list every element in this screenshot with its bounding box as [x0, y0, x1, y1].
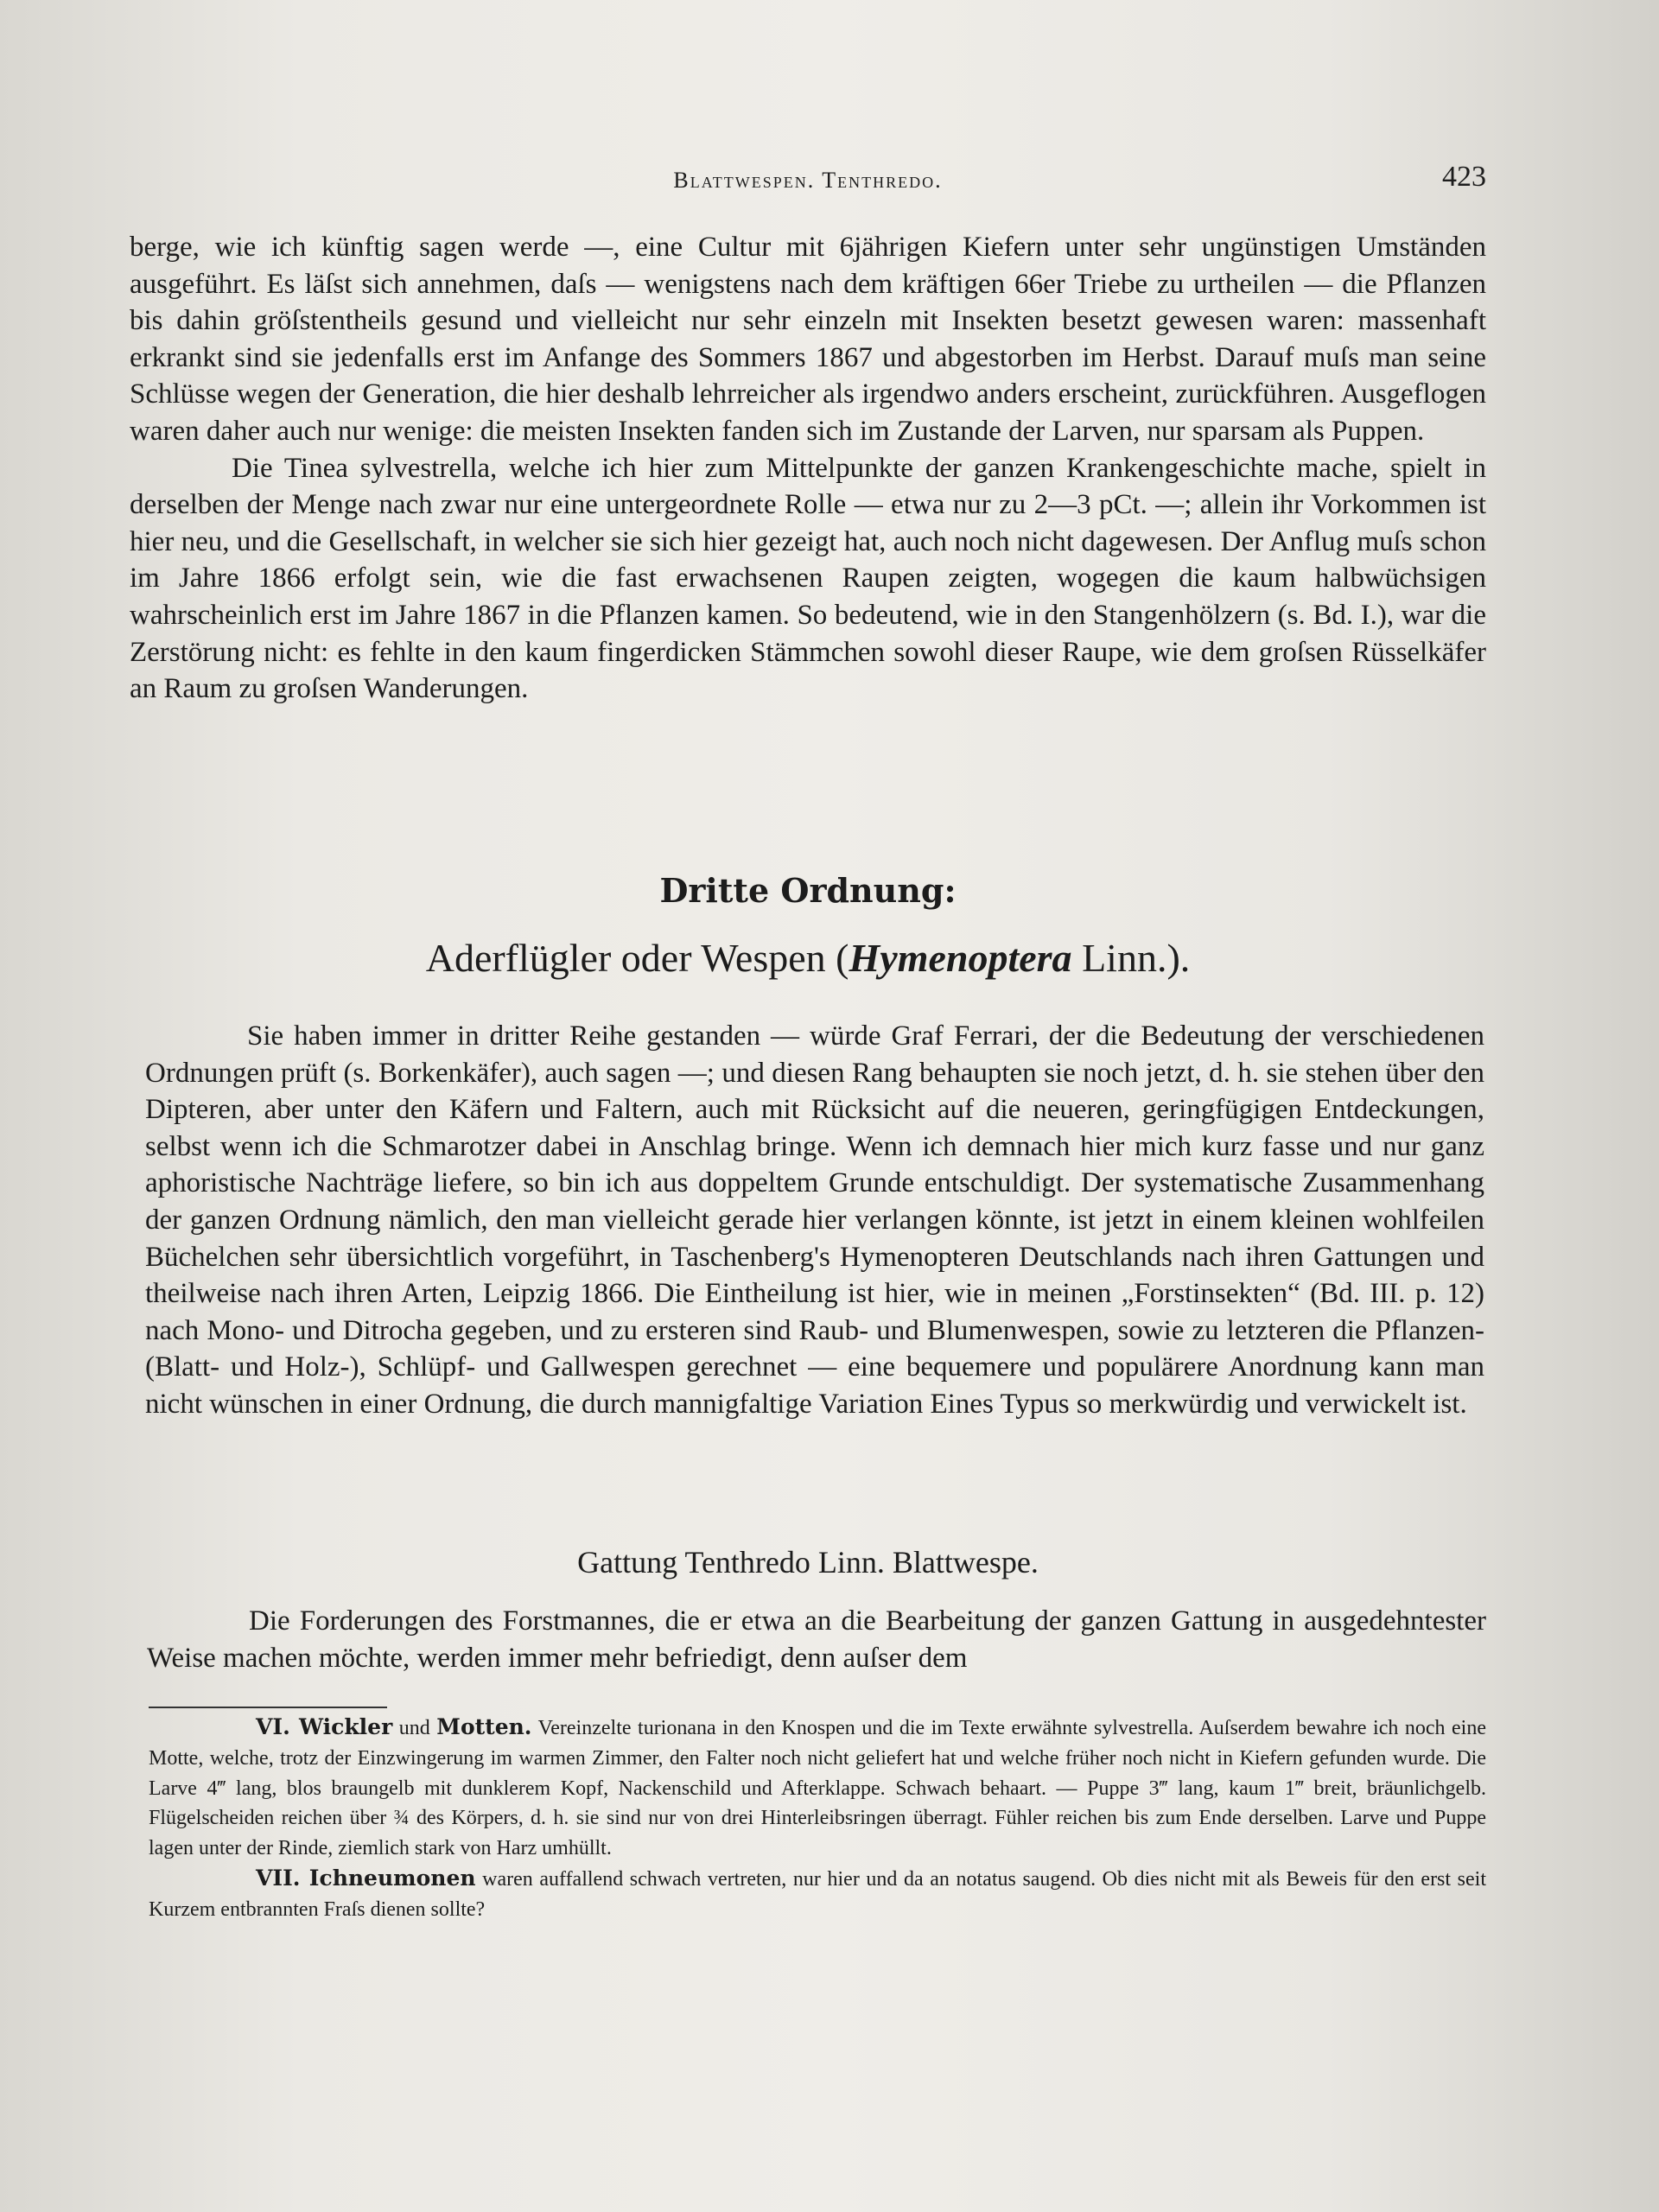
footnote-conjunction: und	[392, 1717, 437, 1739]
genus-heading: Gattung Tenthredo Linn. Blattwespe.	[577, 1545, 1039, 1580]
paragraph: Sie haben immer in dritter Reihe gestanden — würde Graf Ferrari, der die Bedeutung der verschiedenen Ordnungen prüft (s. Borkenkäfer), auch sagen —; und diesen Rang behaupten sie noch jetzt, d. h. sie stehen über den Dipteren, aber unter den Käfern und Faltern, auch mit Rücksicht auf die neueren, geringfügigen Entdeckungen, selbst wenn ich die Schmarotzer dabei in Anschlag bringe. Wenn ich demnach hier mich kurz fasse und nur ganz aphoristische Nachträge liefere, so bin ich aus doppeltem Grunde entschuldigt. Der systematische Zusammenhang der ganzen Ordnung nämlich, den man vielleicht gerade hier verlangen könnte, ist jetzt in einem kleinen wohlfeilen Büchelchen sehr übersichtlich vorgeführt, in Taschenberg's Hymenopteren Deutschlands nach ihren Gattungen und theilweise nach ihren Arten, Leipzig 1866. Die Eintheilung ist hier, wie in meinen „Forstinsekten“ (Bd. III. p. 12) nach Mono- und Ditrocha gegeben, und zu ersteren sind Raub- und Blumenwespen, sowie zu letzteren die Pflanzen- (Blatt- und Holz-), Schlüpf- und Gallwespen gerechnet — eine bequemere und populärere Anordnung kann man nicht wünschen in einer Ordnung, die durch mannigfaltige Variation Eines Typus so merkwürdig und verwickelt ist.	[145, 1020, 1484, 1420]
footnote-heading: VI. Wickler	[256, 1714, 393, 1739]
footnote-text: Vereinzelte turionana in den Knospen und die im Texte erwähnte sylvestrella. Auſserdem bewahre ich noch eine Motte, welche, trotz der Einzwingerung im warmen Zimmer, den Falter noch nicht geliefert hat und welche früher noch nicht in Kiefern gefunden wurde. Die Larve 4‴ lang, blos braungelb mit dunklerem Kopf, Nackenschild und Afterklappe. Schwach behaart. — Puppe 3‴ lang, kaum 1‴ breit, bräunlichgelb. Flügelscheiden reichen über ¾ des Körpers, d. h. sie sind nur von drei Hinterleibsringen überragt. Fühler reichen bis zum Ende derselben. Larve und Puppe lagen unter der Rinde, ziemlich stark von Harz umhüllt.	[149, 1717, 1486, 1860]
page-number: 423	[1442, 161, 1486, 193]
page-header	[130, 161, 1486, 204]
order-introduction	[145, 1018, 1484, 1423]
footnote-vii	[149, 1864, 1486, 1925]
running-head: Blattwespen. Tenthredo.	[673, 168, 943, 193]
footnote-text: waren auffallend schwach vertreten, nur hier und da an notatus saugend. Ob dies nicht mit als Beweis für den erst seit Kurzem entbrannten Fraſs dienen sollte?	[149, 1867, 1486, 1921]
footnote-vi	[149, 1713, 1486, 1864]
opening-text	[130, 229, 1486, 708]
footnote-heading: Motten.	[436, 1714, 532, 1739]
section-title: Dritte Ordnung:	[659, 871, 957, 910]
subtitle-part: Linn.).	[1071, 936, 1191, 980]
subtitle-latin-name: Hymenoptera	[849, 936, 1072, 980]
subtitle-part: Aderflügler oder Wespen (	[425, 936, 849, 980]
footnotes	[149, 1713, 1486, 1925]
paragraph: berge, wie ich künftig sagen werde —, eine Cultur mit 6jährigen Kiefern unter sehr ungünstigen Umständen ausgeführt. Es läſst sich annehmen, daſs — wenigstens nach dem kräftigen 66er Triebe zu urtheilen — die Pflanzen bis dahin gröſstentheils gesund und vielleicht nur sehr einzeln mit Insekten besetzt gewesen waren: massenhaft erkrankt sind sie jedenfalls erst im Anfange des Sommers 1867 und abgestorben im Herbst. Darauf muſs man seine Schlüsse wegen der Generation, die hier deshalb lehrreicher als irgendwo anders erscheint, zurückführen. Ausgeflogen waren daher auch nur wenige: die meisten Insekten fanden sich im Zustande der Larven, nur sparsam als Puppen.	[130, 232, 1486, 447]
section-subtitle	[130, 935, 1486, 981]
footnote-heading: VII. Ichneumonen	[256, 1865, 476, 1891]
paragraph: Die Tinea sylvestrella, welche ich hier zum Mittelpunkte der ganzen Krankengeschichte mache, spielt in derselben der Menge nach zwar nur eine untergeordnete Rolle — etwa nur zu 2—3 pCt. —; allein ihr Vorkommen ist hier neu, und die Gesellschaft, in welcher sie sich hier gezeigt hat, auch noch nicht dagewesen. Der Anflug muſs schon im Jahre 1866 erfolgt sein, wie die fast erwachsenen Raupen zeigten, wogegen die kaum halbwüchsigen wahrscheinlich erst im Jahre 1867 in die Pflanzen kamen. So bedeutend, wie in den Stangenhölzern (s. Bd. I.), war die Zerstörung nicht: es fehlte in den kaum fingerdicken Stämmchen sowohl dieser Raupe, wie dem groſsen Rüsselkäfer an Raum zu groſsen Wanderungen.	[130, 452, 1486, 705]
paragraph: Die Forderungen des Forstmannes, die er etwa an die Bearbeitung der ganzen Gattung in ausgedehntester Weise machen möchte, werden immer mehr befriedigt, denn auſser dem	[147, 1605, 1486, 1674]
footnote-rule	[149, 1707, 387, 1708]
genus-text	[147, 1603, 1486, 1676]
